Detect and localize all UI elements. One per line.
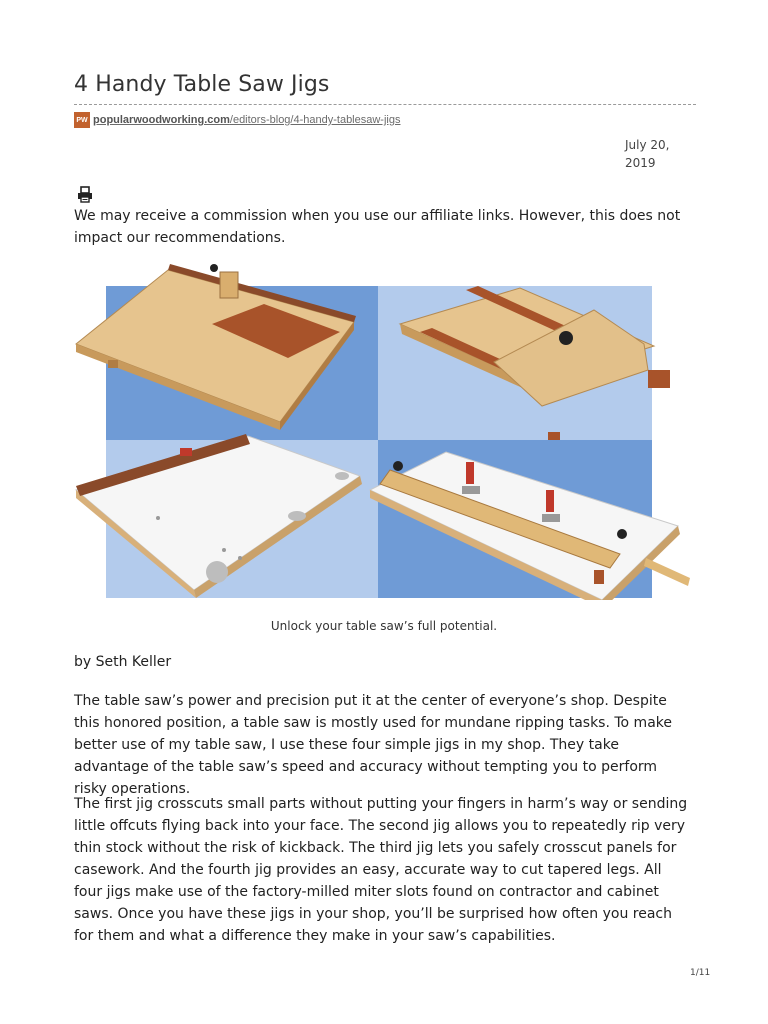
- source-line: [74, 111, 400, 129]
- affiliate-disclaimer: We may receive a commission when you use our affiliate links. However, this does not impact our recommendations.: [74, 208, 681, 246]
- source-link[interactable]: [93, 114, 400, 126]
- article-hero-image: [74, 262, 698, 600]
- publish-date: [625, 136, 685, 172]
- source-path: /editors-blog/4-handy-tablesaw-jigs: [229, 114, 401, 126]
- body-paragraph-2: The first jig crosscuts small parts without putting your fingers in harm’s way or sending little offcuts flying back into your face. The second jig allows you to repeatedly rip very thin stock without the risk of kickback. The third jig lets you safely crosscut panels for casework. And the fourth jig provides an easy, accurate way to cut tapered legs. All four jigs make use of the factory-milled miter slots found on contractor and cabinet saws. Once you have these jigs in your shop, you’ll be surprised how often you reach for them and what a difference they make in your saw’s capabilities.: [74, 796, 688, 944]
- body-paragraph-1: The table saw’s power and precision put it at the center of everyone’s shop. Despite this honored position, a table saw is mostly used for mundane ripping tasks. To make better use of my table saw, I use these four simple jigs in my shop. They take advantage of the table saw’s speed and accuracy without tempting you to perform risky operations.: [74, 693, 672, 797]
- page-number: 1/11: [690, 968, 711, 978]
- title-divider: [74, 104, 696, 105]
- author-byline: by Seth Keller: [74, 654, 172, 670]
- image-caption: Unlock your table saw’s full potential.: [270, 619, 498, 633]
- printer-icon[interactable]: [77, 186, 93, 203]
- date-line-1: July 20,: [625, 138, 670, 152]
- date-line-2: 2019: [625, 156, 656, 170]
- pw-logo-icon: PW: [74, 112, 90, 128]
- article-title: 4 Handy Table Saw Jigs: [74, 72, 330, 97]
- source-domain: popularwoodworking.com: [93, 114, 230, 126]
